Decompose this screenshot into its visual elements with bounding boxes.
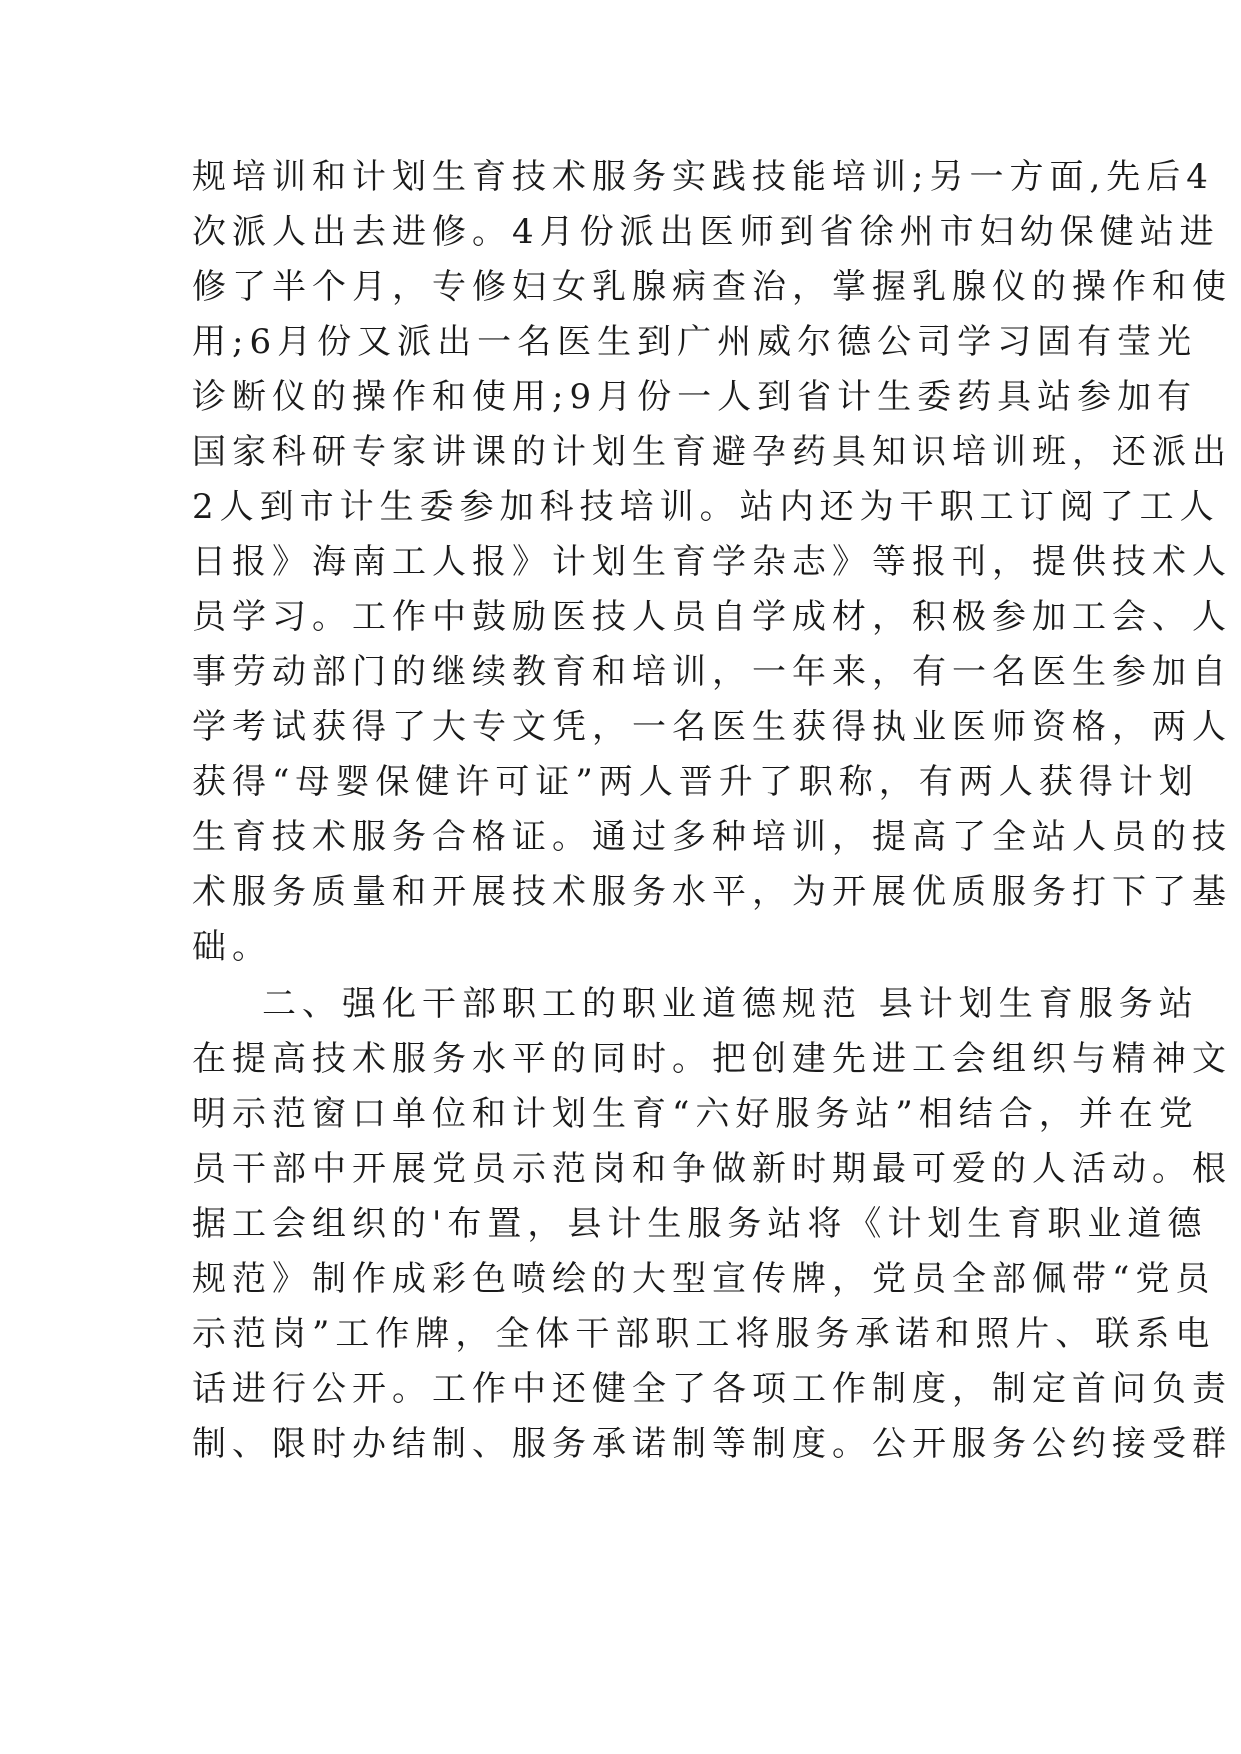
text-line: 用;6月份又派出一名医生到广州威尔德公司学习固有莹光 xyxy=(192,322,1198,362)
text-line: 学考试获得了大专文凭，一名医生获得执业医师资格，两人 xyxy=(192,707,1232,747)
section-heading-line: 二、强化干部职工的职业道德规范 县计划生育服务站 xyxy=(262,984,1199,1024)
text-line: 2人到市计生委参加科技培训。站内还为干职工订阅了工人 xyxy=(192,487,1220,527)
text-line: 示范岗”工作牌，全体干部职工将服务承诺和照片、联系电 xyxy=(192,1314,1216,1354)
paragraph-ethics xyxy=(192,977,1232,1472)
text-line: 获得“母婴保健许可证”两人晋升了职称，有两人获得计划 xyxy=(192,762,1199,802)
text-line: 术服务质量和开展技术服务水平，为开展优质服务打下了基 xyxy=(192,872,1232,912)
paragraph-training xyxy=(192,150,1232,975)
text-line: 员干部中开展党员示范岗和争做新时期最可爱的人活动。根 xyxy=(192,1149,1232,1189)
text-line: 日报》海南工人报》计划生育学杂志》等报刊，提供技术人 xyxy=(192,542,1232,582)
text-line: 础。 xyxy=(192,927,272,967)
text-line: 次派人出去进修。4月份派出医师到省徐州市妇幼保健站进 xyxy=(192,212,1220,252)
text-line: 在提高技术服务水平的同时。把创建先进工会组织与精神文 xyxy=(192,1039,1232,1079)
text-line: 员学习。工作中鼓励医技人员自学成材，积极参加工会、人 xyxy=(192,597,1232,637)
text-line: 据工会组织的'布置，县计生服务站将《计划生育职业道德 xyxy=(192,1204,1208,1244)
text-line: 话进行公开。工作中还健全了各项工作制度，制定首问负责 xyxy=(192,1369,1232,1409)
text-line: 国家科研专家讲课的计划生育避孕药具知识培训班，还派出 xyxy=(192,432,1232,472)
text-line: 明示范窗口单位和计划生育“六好服务站”相结合，并在党 xyxy=(192,1094,1199,1134)
text-line: 规范》制作成彩色喷绘的大型宣传牌，党员全部佩带“党员 xyxy=(192,1259,1216,1299)
text-line: 修了半个月，专修妇女乳腺病查治，掌握乳腺仪的操作和使 xyxy=(192,267,1232,307)
document-body xyxy=(192,150,1232,1472)
text-line: 诊断仪的操作和使用;9月份一人到省计生委药具站参加有 xyxy=(192,377,1198,417)
text-line: 事劳动部门的继续教育和培训，一年来，有一名医生参加自 xyxy=(192,652,1232,692)
text-line: 制、限时办结制、服务承诺制等制度。公开服务公约接受群 xyxy=(192,1424,1232,1464)
text-line: 规培训和计划生育技术服务实践技能培训;另一方面,先后4 xyxy=(192,157,1214,197)
text-line: 生育技术服务合格证。通过多种培训，提高了全站人员的技 xyxy=(192,817,1232,857)
